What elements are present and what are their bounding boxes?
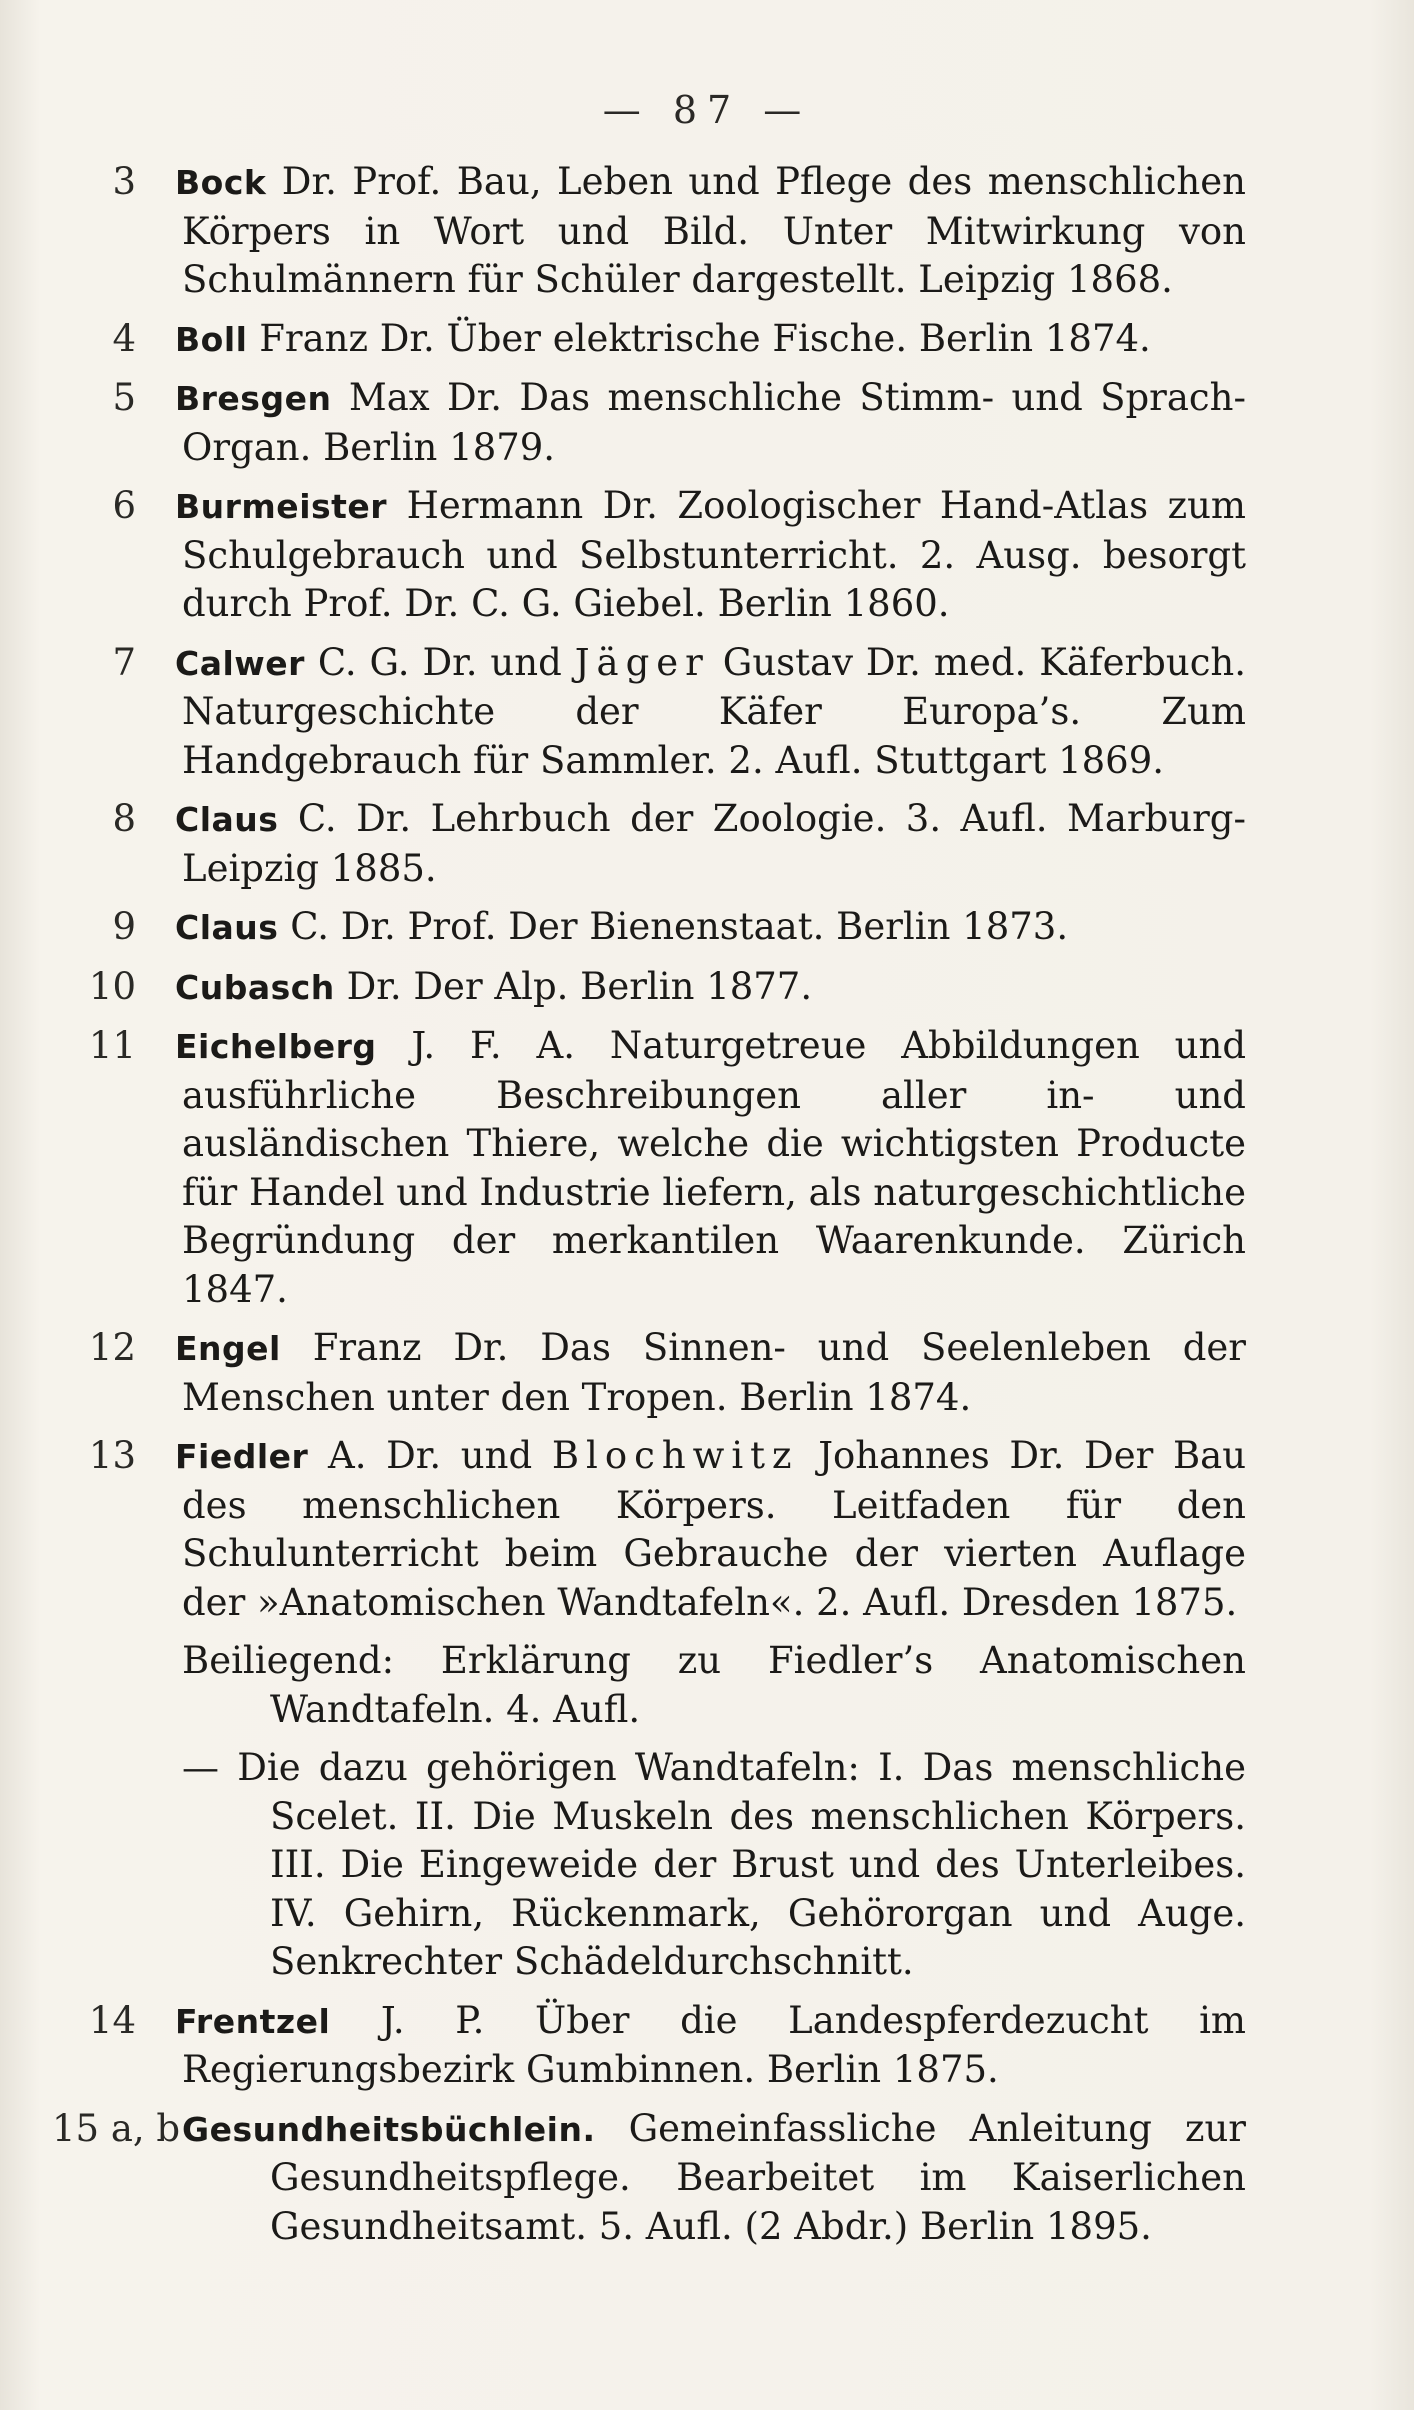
entry-text: A. Dr. und [327,1434,533,1477]
entry-13 [0,1432,1414,1627]
entry-text: Gustav Dr. med. Käferbuch. Naturgeschichte der Käfer Europa’s. Zum Handgebrauch für Sammler. 2. Aufl. Stuttgart 1869. [182,640,1247,782]
entry-13-wall-charts: — Die dazu gehörigen Wandtafeln: I. Das menschliche Scelet. II. Die Muskeln des menschlichen Körpers. III. Die Eingeweide der Brust und des Unterleibes. IV. Gehirn, Rückenmark, Gehörorgan und Auge. Senkrechter Schädeldurchschnitt. [182,1746,1246,1983]
page-number: — 87 — [602,88,812,132]
entry-author: Calwer [175,643,305,683]
entry-number: 15 a, b [52,2106,181,2150]
entry-text: Dr. Der Alp. Berlin 1877. [346,964,813,1008]
entry-number: 7 [112,640,136,684]
entry-number: 14 [88,1998,136,2042]
entry-number: 11 [88,1024,136,1067]
entry-text: C. G. Dr. und [317,640,562,684]
entry-text: Franz Dr. Das Sinnen- und Seelenleben der Menschen unter den Tropen. Berlin 1874. [182,1326,1246,1419]
entry-author: Bock [175,163,267,202]
entry-number: 12 [88,1326,136,1369]
entry-author: Fiedler [175,1437,309,1476]
entry-11 [0,1022,1414,1314]
entry-author: Bresgen [175,379,332,418]
entry-number: 9 [112,905,136,948]
entry-author: Eichelberg [175,1027,377,1066]
entry-text: Johannes Dr. Der Bau des menschlichen Körpers. Leitfaden für den Schulunterricht beim Gebrauche der vierten Auflage der »Anatomischen Wandtafeln«. 2. Aufl. Dresden 1875. [182,1434,1247,1624]
entry-coauthor: Jäger [574,640,710,684]
entry-6 [0,482,1414,629]
entry-number: 10 [88,964,136,1008]
entry-8 [0,795,1414,893]
entry-text: C. Dr. Lehrbuch der Zoologie. 3. Aufl. Marburg-Leipzig 1885. [182,797,1246,890]
entry-15 [0,2105,1414,2252]
entry-author: Frentzel [175,2001,331,2041]
entry-7 [0,639,1414,786]
entry-3 [0,158,1414,305]
entry-4 [0,315,1414,365]
entry-author: Claus [175,908,279,947]
entry-number: 5 [112,376,136,419]
entry-number: 6 [112,484,136,527]
entry-author: Engel [175,1329,281,1368]
entry-author: Boll [175,319,248,359]
entry-author: Gesundheitsbüchlein. [182,2109,596,2149]
entry-text: J. P. Über die Landespferdezucht im Regierungsbezirk Gumbinnen. Berlin 1875. [182,1998,1246,2091]
entry-14 [0,1997,1414,2095]
entry-text: Gemeinfassliche Anleitung zur Gesundheitspflege. Bearbeitet im Kaiserlichen Gesundheitsamt. 5. Aufl. (2 Abdr.) Berlin 1895. [270,2106,1246,2248]
entry-5 [0,374,1414,472]
entry-text: C. Dr. Prof. Der Bienenstaat. Berlin 1873. [290,905,1069,948]
entry-text: J. F. A. Naturgetreue Abbildungen und ausführliche Beschreibungen aller in- und ausländischen Thiere, welche die wichtigsten Producte für Handel und Industrie liefern, als naturgeschichtliche Begründung der merkantilen Waarenkunde. Zürich 1847. [182,1024,1247,1311]
entry-9 [0,903,1414,953]
entry-12 [0,1324,1414,1422]
entry-author: Burmeister [175,487,388,526]
bibliography-list [0,158,1414,2261]
entry-number: 4 [112,316,136,360]
entry-coauthor: Blochwitz [551,1434,799,1477]
entry-13-supplement: Beiliegend: Erklärung zu Fiedler’s Anatomischen Wandtafeln. 4. Aufl. [182,1639,1246,1731]
entry-text: Franz Dr. Über elektrische Fische. Berlin 1874. [259,316,1151,360]
entry-text: Max Dr. Das menschliche Stimm- und Sprach-Organ. Berlin 1879. [182,376,1246,469]
entry-author: Claus [175,800,279,839]
entry-10 [0,963,1414,1013]
entry-text: Hermann Dr. Zoologischer Hand-Atlas zum Schulgebrauch und Selbstunterricht. 2. Ausg. besorgt durch Prof. Dr. C. G. Giebel. Berlin 1860. [182,484,1246,625]
entry-number: 3 [112,160,136,203]
entry-number: 13 [88,1434,136,1477]
entry-author: Cubasch [175,967,335,1007]
entry-number: 8 [112,797,136,840]
entry-text: Dr. Prof. Bau, Leben und Pflege des menschlichen Körpers in Wort und Bild. Unter Mitwirkung von Schulmännern für Schüler dargestellt. Leipzig 1868. [182,160,1246,301]
